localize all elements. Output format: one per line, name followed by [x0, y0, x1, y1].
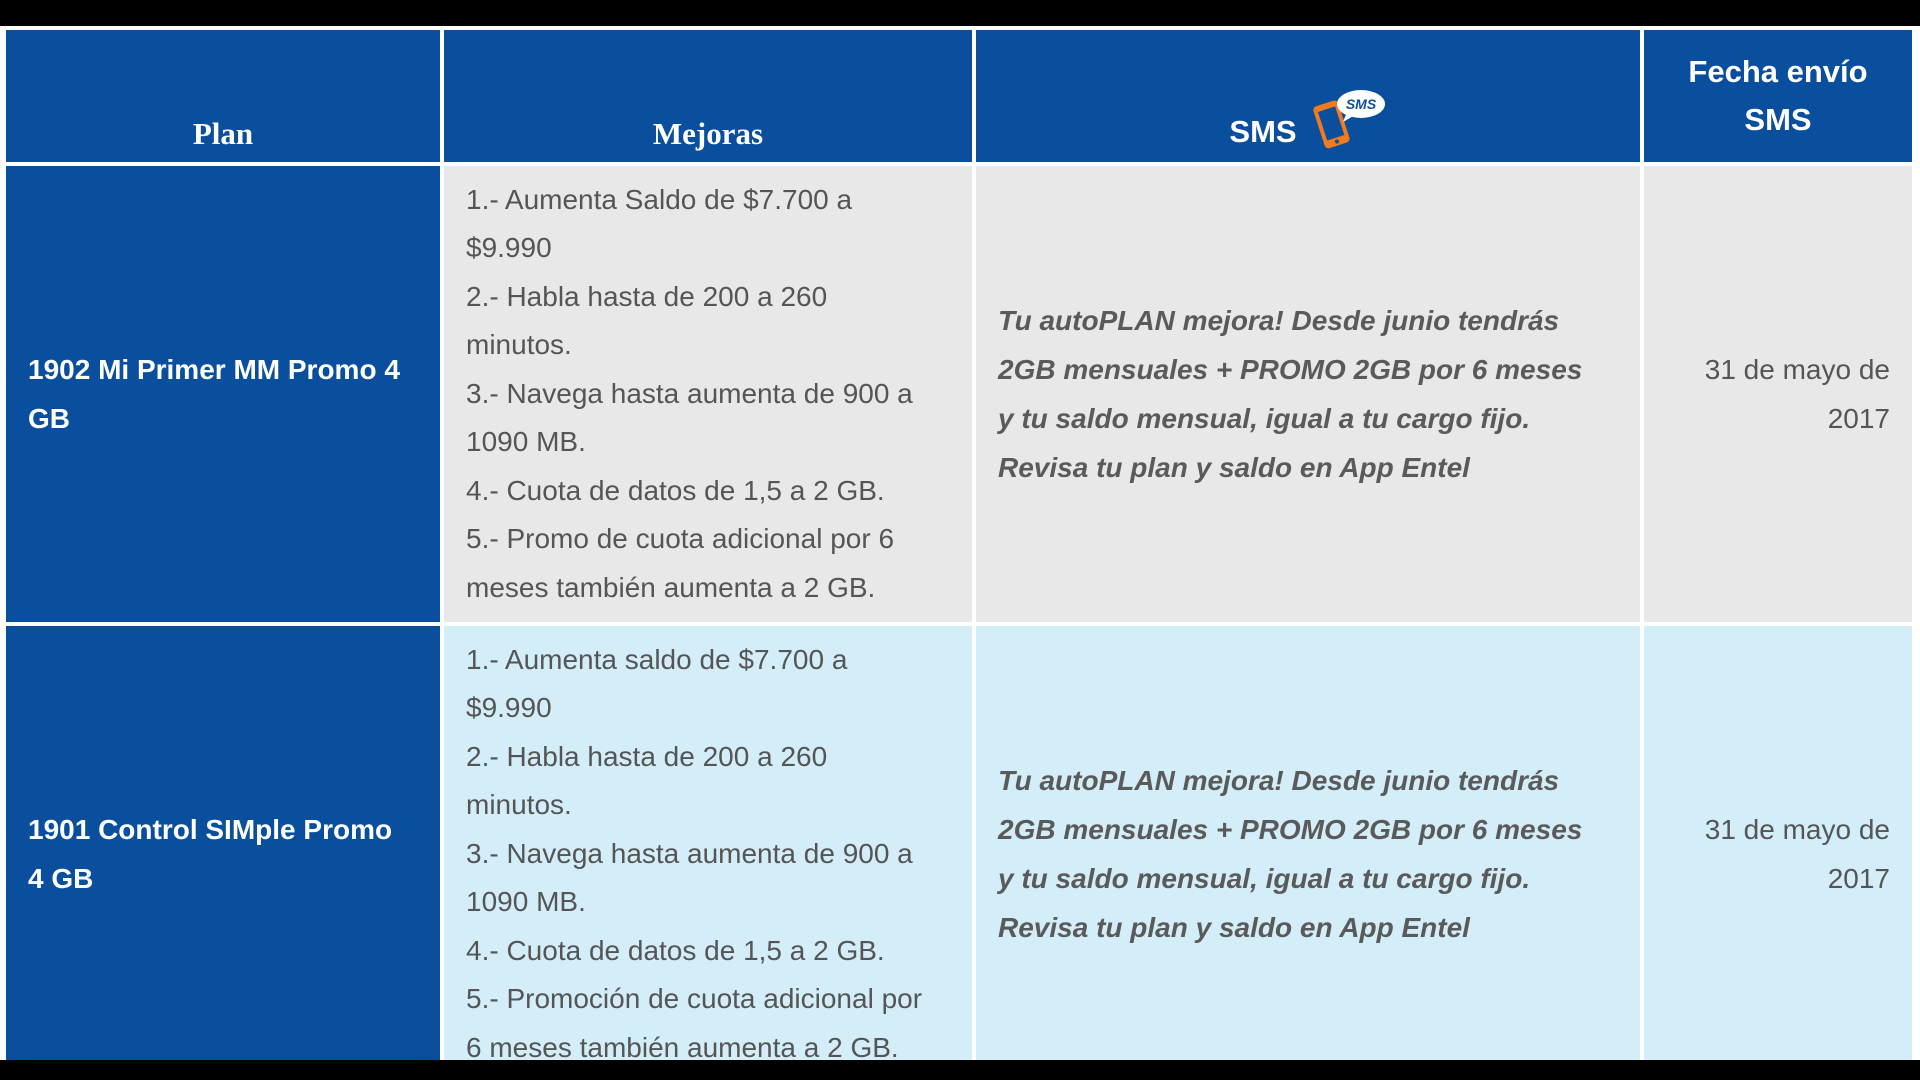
mejoras-line: minutos. — [466, 789, 572, 821]
header-sms-label: SMS — [1229, 114, 1297, 149]
header-sms — [976, 30, 1640, 162]
mejoras-line: $9.990 — [466, 692, 552, 724]
sms-message-cell — [976, 166, 1640, 622]
mejoras-line: 5.- Promoción de cuota adicional por — [466, 983, 923, 1015]
table-header-row — [6, 30, 1912, 162]
plans-table — [2, 26, 1916, 1060]
sms-phone-icon — [1311, 86, 1387, 152]
mejoras-cell — [444, 166, 972, 622]
header-plan: Plan — [6, 30, 440, 162]
sms-message-cell — [976, 626, 1640, 1060]
mejoras-line: 1090 MB. — [466, 886, 586, 918]
fecha-line1: 31 de mayo de — [1704, 354, 1890, 385]
fecha-envio-cell — [1644, 166, 1912, 622]
header-fecha-line1: Fecha envío — [1688, 54, 1868, 89]
mejoras-line: 1.- Aumenta saldo de $7.700 a — [466, 643, 848, 675]
fecha-envio-cell — [1644, 626, 1912, 1060]
sms-icon-text: SMS — [1345, 96, 1376, 112]
plan-name-line2: 4 GB — [28, 863, 94, 894]
sms-message-line: y tu saldo mensual, igual a tu cargo fijo. — [998, 863, 1531, 894]
mejoras-line: meses también aumenta a 2 GB. — [466, 571, 876, 603]
fecha-line2: 2017 — [1827, 863, 1890, 894]
header-fecha-envio — [1644, 30, 1912, 162]
header-fecha-line2: SMS — [1744, 102, 1812, 137]
sms-message-line: Tu autoPLAN mejora! Desde junio tendrás — [998, 765, 1560, 796]
plan-name-line1: 1901 Control SIMple Promo — [28, 814, 393, 845]
mejoras-line: 3.- Navega hasta aumenta de 900 a — [466, 837, 913, 869]
plan-name-line2: GB — [28, 403, 70, 434]
mejoras-line: 3.- Navega hasta aumenta de 900 a — [466, 377, 913, 409]
table-row — [6, 166, 1912, 622]
mejoras-line: 5.- Promo de cuota adicional por 6 — [466, 523, 895, 555]
mejoras-line: 1090 MB. — [466, 426, 586, 458]
sms-message-line: 2GB mensuales + PROMO 2GB por 6 meses — [998, 354, 1583, 385]
mejoras-line: 1.- Aumenta Saldo de $7.700 a — [466, 183, 853, 215]
sms-message-line: Tu autoPLAN mejora! Desde junio tendrás — [998, 305, 1560, 336]
mejoras-line: 6 meses también aumenta a 2 GB. — [466, 1031, 899, 1060]
sms-message-line: 2GB mensuales + PROMO 2GB por 6 meses — [998, 814, 1583, 845]
plan-name-line1: 1902 Mi Primer MM Promo 4 — [28, 354, 400, 385]
mejoras-line: minutos. — [466, 329, 572, 361]
table-row — [6, 626, 1912, 1060]
table-frame — [0, 26, 1920, 1060]
fecha-line2: 2017 — [1827, 403, 1890, 434]
mejoras-line: $9.990 — [466, 232, 552, 264]
sms-message-line: y tu saldo mensual, igual a tu cargo fijo. — [998, 403, 1531, 434]
sms-message-line: Revisa tu plan y saldo en App Entel — [998, 452, 1470, 483]
mejoras-line: 2.- Habla hasta de 200 a 260 — [466, 280, 828, 312]
mejoras-line: 2.- Habla hasta de 200 a 260 — [466, 740, 828, 772]
header-mejoras: Mejoras — [444, 30, 972, 162]
plan-cell — [6, 166, 440, 622]
sms-message-line: Revisa tu plan y saldo en App Entel — [998, 912, 1470, 943]
mejoras-line: 4.- Cuota de datos de 1,5 a 2 GB. — [466, 474, 885, 506]
fecha-line1: 31 de mayo de — [1704, 814, 1890, 845]
mejoras-cell — [444, 626, 972, 1060]
mejoras-line: 4.- Cuota de datos de 1,5 a 2 GB. — [466, 934, 885, 966]
plan-cell — [6, 626, 440, 1060]
